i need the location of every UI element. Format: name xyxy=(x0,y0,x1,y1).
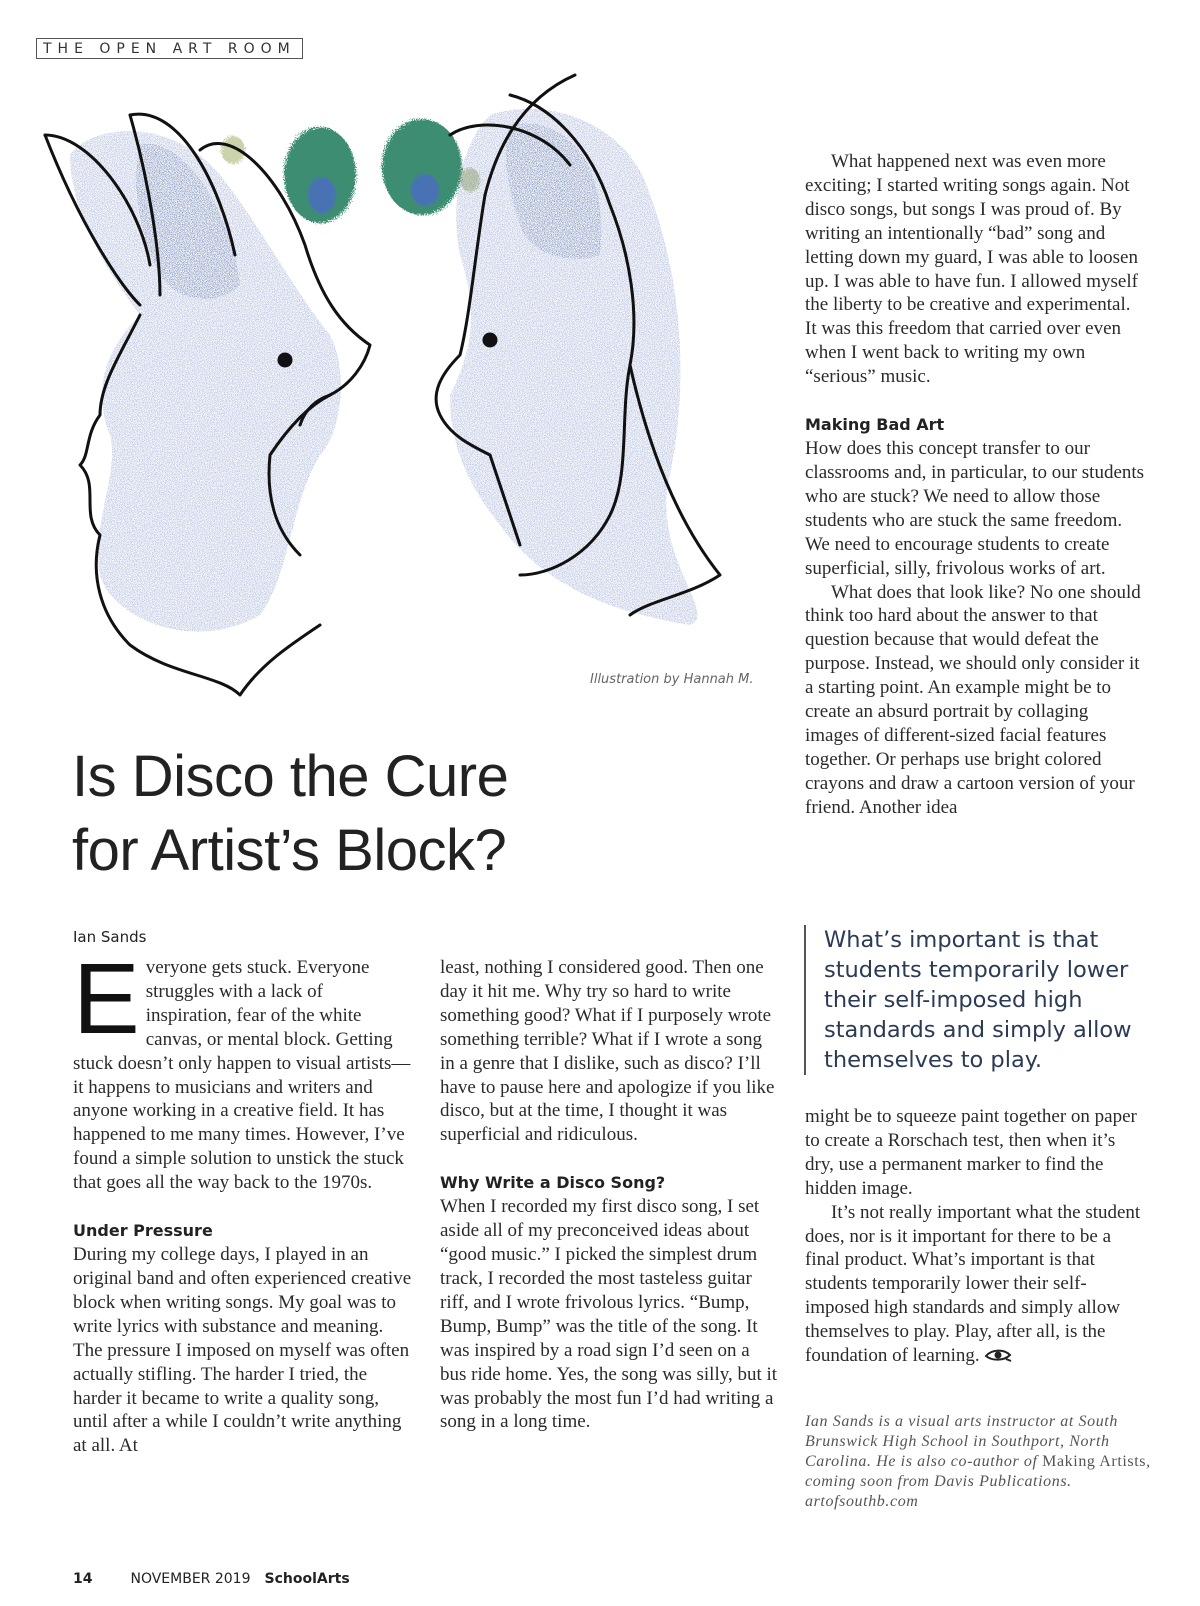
section-tag: THE OPEN ART ROOM xyxy=(36,38,303,59)
author-bio xyxy=(805,1412,1165,1512)
disco-song-paragraph: When I recorded my first disco song, I set aside all of my preconceived ideas about “good music.” I picked the simplest drum track, I recorded the most tasteless guitar riff, and I wrote frivolous lyrics. “Bump, Bump, Bump” was the title of the song. It was inspired by a road sign I’d seen on a bus ride home. Yes, the song was silly, but it was probably the most fun I’d had writing a song in a long time. xyxy=(440,1196,778,1433)
look-like-paragraph: What does that look like? No one should think too hard about the answer to that question because that would defeat the purpose. Instead, we should only consider it a starting point. An example might be to create an absurd portrait by collaging images of different-sized facial features together. Or perhaps use bright colored crayons and draw a cartoon version of your friend. Another idea xyxy=(805,581,1141,818)
what-happened-paragraph: What happened next was even more exciting; I started writing songs again. Not disco songs, but songs I was proud of. By writing an intentionally “bad” song and letting down my guard, I was able to loosen up. I was able to have fun. I allowed myself the liberty to be creative and experimental. It was this freedom that carried over even when I went back to writing my own “serious” music. xyxy=(805,151,1138,388)
rorschach-paragraph: might be to squeeze paint together on paper to create a Rorschach test, then when it’s dry, use a permanent marker to find the hidden image. xyxy=(805,1106,1137,1199)
two-rabbits-illustration xyxy=(30,55,750,715)
heading-making-bad-art: Making Bad Art xyxy=(805,415,945,435)
closing-paragraph xyxy=(805,1201,1145,1368)
article-column-3-top xyxy=(805,150,1145,820)
heading-under-pressure: Under Pressure xyxy=(73,1221,213,1241)
heading-why-disco: Why Write a Disco Song? xyxy=(440,1173,666,1193)
under-pressure-paragraph: During my college days, I played in an original band and often experienced creative block when writing songs. My goal was to write lyrics with substance and meaning. The pressure I imposed on myself was often actually stifling. The harder I tried, the harder it became to write a quality song, until after a while I couldn’t write anything at all. At xyxy=(73,1244,412,1457)
article-title xyxy=(72,740,712,888)
article-column-2 xyxy=(440,956,780,1434)
article-column-1 xyxy=(73,943,413,1458)
bio-book-title: Making Artists xyxy=(1042,1453,1147,1470)
magazine-name: SchoolArts xyxy=(264,1571,350,1587)
issue-date: NOVEMBER 2019 xyxy=(130,1571,251,1587)
title-line-2: for Artist’s Block? xyxy=(72,818,507,883)
continued-paragraph: least, nothing I considered good. Then one day it hit me. Why try so hard to write something good? What if I purposely wrote something terrible? What if I wrote a song in a genre that I dislike, such as disco? I’ll have to pause here and apologize if you like disco, but at the time, I thought it was superficial and ridiculous. xyxy=(440,957,775,1146)
illustration-credit: Illustration by Hannah M. xyxy=(590,672,754,687)
bio-text-1: Ian Sands is a visual arts instructor at South Brunswick High School in Southport, North Carolina. He is also co-author of xyxy=(805,1413,1118,1470)
article-column-3-bottom xyxy=(805,1105,1145,1368)
transfer-paragraph: How does this concept transfer to our classrooms and, in particular, to our students who are stuck? We need to allow those students who are stuck the same freedom. We need to encourage students to create superficial, silly, frivolous works of art. xyxy=(805,438,1145,579)
intro-text: veryone gets stuck. Everyone struggles with a lack of inspiration, fear of the white canvas, or mental block. Getting stuck doesn’t only happen to visual artists—it happens to musicians and writers and anyone working in a creative field. It has happened to me many times. However, I’ve found a simple solution to unstick the stuck that goes all the way back to the 1970s. xyxy=(73,957,411,1194)
bio-text-2: , coming soon from Davis Publications. artofsouthb.com xyxy=(805,1453,1151,1510)
eye-end-mark-icon xyxy=(984,1348,1012,1362)
closing-text: It’s not really important what the student does, nor is it important for there to be a final product. What’s important is that students temporarily lower their self-imposed high standards and simply allow themselves to play. Play, after all, is the foundation of learning. xyxy=(805,1201,1141,1367)
byline: Ian Sands xyxy=(73,928,147,946)
page-number: 14 xyxy=(73,1571,93,1587)
page-footer xyxy=(73,1571,350,1587)
title-line-1: Is Disco the Cure xyxy=(72,744,509,809)
pull-quote: What’s important is that students temporarily lower their self-imposed high standards and simply allow themselves to play. xyxy=(804,925,1144,1075)
intro-paragraph xyxy=(73,943,413,1195)
drop-cap: E xyxy=(73,943,140,1055)
